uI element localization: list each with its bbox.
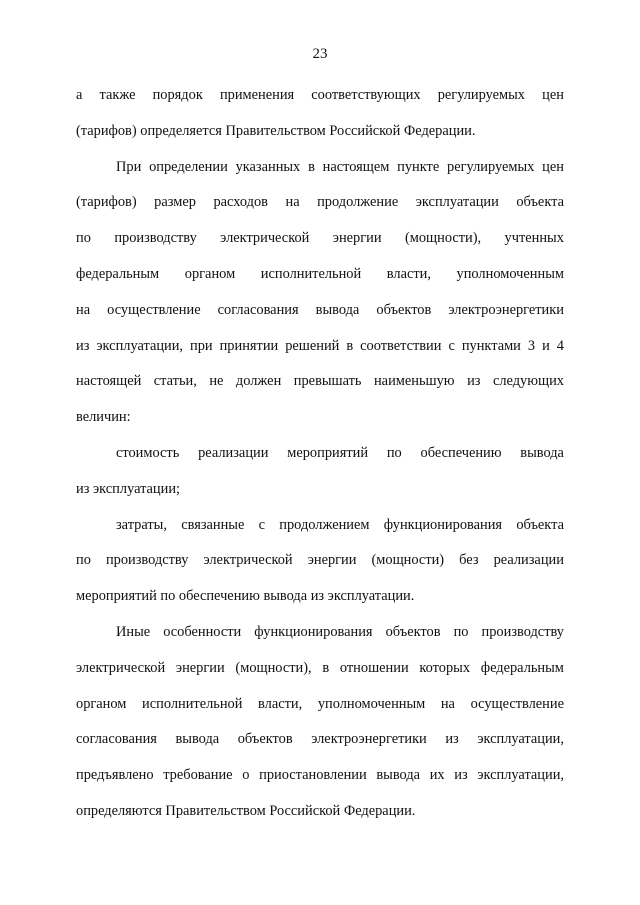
text-word: энергии bbox=[307, 552, 357, 569]
text-word: регулируемых bbox=[437, 87, 526, 103]
text-word: согласования bbox=[217, 301, 299, 318]
text-word: уполномоченным bbox=[456, 265, 564, 282]
text-line bbox=[76, 150, 564, 186]
text-word: функционирования bbox=[383, 516, 503, 533]
text-line bbox=[76, 543, 564, 579]
text-word: расходов bbox=[213, 194, 268, 211]
text-word: связанные bbox=[181, 516, 245, 533]
text-word: пункте bbox=[397, 158, 440, 175]
text-line bbox=[76, 221, 564, 257]
text-word: энергии bbox=[175, 659, 225, 676]
text-word: в bbox=[308, 158, 315, 175]
text-word: затраты, bbox=[116, 516, 167, 533]
text-line bbox=[76, 78, 564, 114]
text-word: в bbox=[346, 337, 354, 354]
text-word: а bbox=[76, 87, 83, 103]
text-word: предъявлено bbox=[76, 767, 154, 784]
text-word: из bbox=[76, 337, 90, 354]
text-word: объектов bbox=[376, 301, 432, 318]
text-word: электроэнергетики bbox=[311, 731, 427, 748]
text-word: также bbox=[99, 87, 136, 103]
text-word: осуществление bbox=[107, 301, 201, 318]
text-word: без bbox=[459, 552, 479, 569]
text-line bbox=[76, 722, 564, 758]
text-line bbox=[76, 257, 564, 293]
text-word: решений bbox=[285, 337, 340, 354]
text-word: по bbox=[76, 552, 91, 569]
page-number: 23 bbox=[312, 46, 328, 62]
document-body bbox=[76, 78, 564, 830]
text-word: федеральным bbox=[480, 659, 564, 676]
text-word: при bbox=[190, 337, 213, 354]
text-word: с bbox=[448, 337, 455, 354]
text-word: эксплуатации, bbox=[477, 731, 564, 748]
text-word: статьи, bbox=[153, 373, 197, 390]
text-line bbox=[76, 687, 564, 723]
text-word: (тарифов) bbox=[76, 194, 137, 211]
text-word: соответствующих bbox=[311, 87, 421, 103]
text-word: согласования bbox=[76, 731, 157, 748]
text-word: регулируемых bbox=[447, 158, 535, 175]
text-word: федеральным bbox=[76, 265, 160, 282]
text-word: и bbox=[542, 337, 550, 354]
text-word: цен bbox=[542, 87, 564, 103]
text-line: (тарифов) определяется Правительством Российской Федерации. bbox=[76, 122, 476, 139]
text-word: вывода bbox=[376, 767, 421, 784]
text-word: применения bbox=[219, 87, 295, 103]
text-line bbox=[76, 615, 564, 651]
text-word: не bbox=[209, 373, 224, 390]
text-word: производству bbox=[105, 552, 189, 569]
text-word: (мощности), bbox=[404, 230, 482, 247]
text-word: энергии bbox=[332, 230, 382, 247]
text-word: из bbox=[467, 373, 481, 390]
text-word: исполнительной bbox=[260, 265, 362, 282]
text-line: величин: bbox=[76, 409, 131, 426]
text-word: которых bbox=[419, 659, 471, 676]
text-word: электрической bbox=[203, 552, 293, 569]
text-word: При bbox=[116, 158, 142, 175]
text-word: на bbox=[285, 194, 300, 211]
text-word: превышать bbox=[293, 373, 362, 390]
text-word: электрической bbox=[76, 659, 166, 676]
text-word: функционирования bbox=[254, 623, 373, 640]
text-line bbox=[76, 364, 564, 400]
text-word: (мощности) bbox=[371, 552, 445, 569]
text-word: с bbox=[258, 516, 266, 533]
text-word: производству bbox=[114, 230, 197, 247]
text-word: объекта bbox=[516, 194, 564, 211]
text-line bbox=[76, 651, 564, 687]
text-word: цен bbox=[542, 158, 564, 175]
text-word: обеспечению bbox=[420, 444, 502, 461]
text-word: о bbox=[242, 767, 250, 784]
text-word: настоящем bbox=[322, 158, 390, 175]
text-word: мероприятий bbox=[287, 444, 369, 461]
text-word: по bbox=[453, 623, 469, 640]
text-word: отношении bbox=[339, 659, 409, 676]
text-word: электроэнергетики bbox=[448, 301, 564, 318]
text-line bbox=[76, 508, 564, 544]
text-word: на bbox=[76, 301, 91, 318]
text-word: размер bbox=[154, 194, 196, 211]
text-word: следующих bbox=[492, 373, 564, 390]
text-word: учтенных bbox=[504, 230, 564, 247]
text-word: требование bbox=[163, 767, 233, 784]
text-word: эксплуатации, bbox=[477, 767, 564, 784]
text-word: соответствии bbox=[360, 337, 442, 354]
text-word: 3 bbox=[527, 337, 536, 354]
text-word: объектов bbox=[385, 623, 441, 640]
text-word: 4 bbox=[556, 337, 564, 354]
text-word: из bbox=[445, 731, 459, 748]
text-word: уполномоченным bbox=[317, 695, 426, 712]
text-word: вывода bbox=[315, 301, 360, 318]
text-word: эксплуатации bbox=[415, 194, 499, 211]
text-word: определении bbox=[149, 158, 228, 175]
text-word: пунктами bbox=[461, 337, 521, 354]
text-word: Иные bbox=[116, 623, 151, 640]
text-word: особенности bbox=[163, 623, 242, 640]
text-word: продолжение bbox=[317, 194, 399, 211]
text-word: порядок bbox=[152, 87, 203, 103]
text-word: из bbox=[454, 767, 468, 784]
text-word: настоящей bbox=[76, 373, 142, 390]
text-word: власти, bbox=[258, 695, 303, 712]
text-word: вывода bbox=[520, 444, 564, 461]
text-word: продолжением bbox=[279, 516, 370, 533]
text-word: по bbox=[76, 230, 91, 247]
text-word: органом bbox=[76, 695, 127, 712]
text-word: осуществление bbox=[470, 695, 564, 712]
text-word: эксплуатации, bbox=[96, 337, 184, 354]
text-word: их bbox=[429, 767, 445, 784]
text-word: электрической bbox=[220, 230, 310, 247]
text-word: объекта bbox=[516, 516, 564, 533]
text-word: в bbox=[322, 659, 330, 676]
text-word: вывода bbox=[175, 731, 220, 748]
text-word: власти, bbox=[386, 265, 431, 282]
text-line: определяются Правительством Российской Федерации. bbox=[76, 802, 416, 819]
text-word: органом bbox=[184, 265, 236, 282]
text-word: объектов bbox=[237, 731, 293, 748]
text-line bbox=[76, 758, 564, 794]
text-word: должен bbox=[235, 373, 282, 390]
text-line bbox=[76, 329, 564, 365]
text-word: производству bbox=[481, 623, 564, 640]
text-line bbox=[76, 293, 564, 329]
text-line: мероприятий по обеспечению вывода из эксплуатации. bbox=[76, 588, 415, 605]
text-word: на bbox=[440, 695, 455, 712]
text-word: исполнительной bbox=[142, 695, 243, 712]
text-line: из эксплуатации; bbox=[76, 480, 181, 497]
text-word: принятии bbox=[219, 337, 279, 354]
text-word: стоимость bbox=[116, 444, 180, 461]
text-line bbox=[76, 185, 564, 221]
text-line bbox=[76, 436, 564, 472]
text-word: реализации bbox=[493, 552, 564, 569]
text-word: реализации bbox=[198, 444, 269, 461]
text-word: приостановлении bbox=[259, 767, 367, 784]
text-word: по bbox=[386, 444, 402, 461]
text-word: указанных bbox=[235, 158, 301, 175]
text-word: (мощности), bbox=[235, 659, 312, 676]
text-word: наименьшую bbox=[373, 373, 455, 390]
